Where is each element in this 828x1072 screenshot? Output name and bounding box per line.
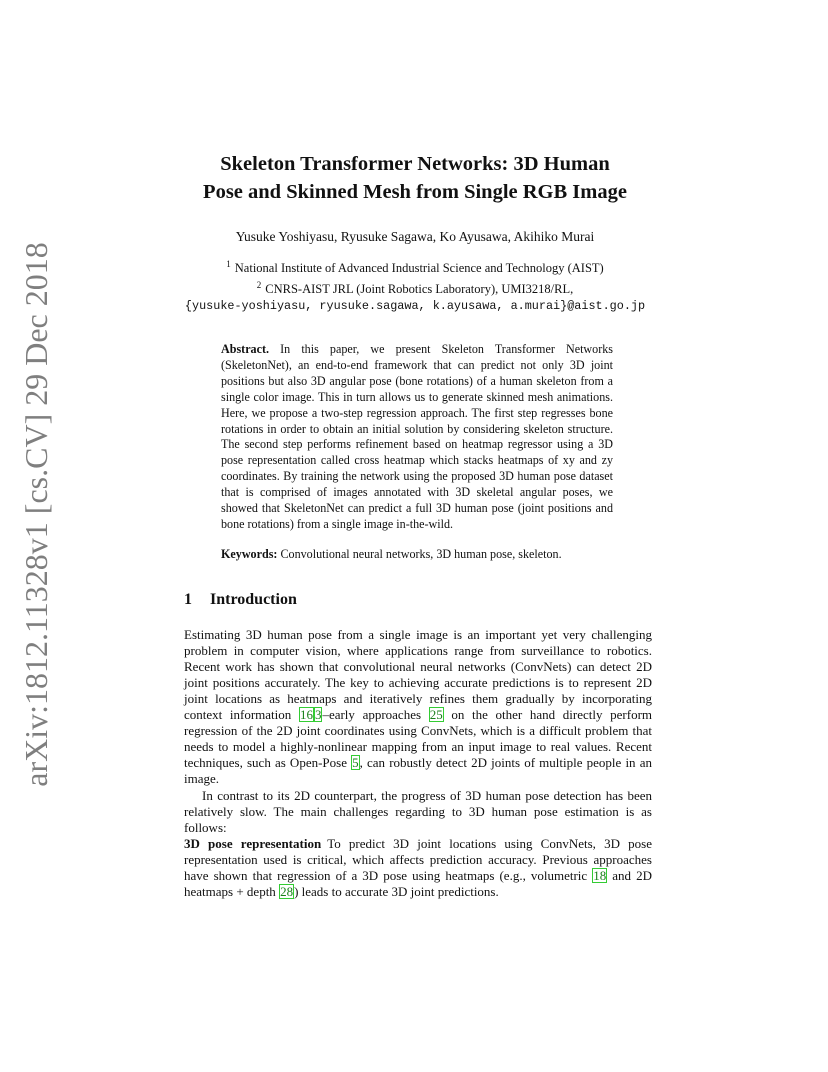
- run-in-heading: 3D pose representation: [184, 836, 322, 851]
- arxiv-identifier: [16, 241, 56, 787]
- keywords-text: Convolutional neural networks, 3D human pose, skeleton.: [280, 547, 562, 561]
- author-emails: {yusuke-yoshiyasu, ryusuke.sagawa, k.ayusawa, a.murai}@aist.go.jp: [184, 299, 646, 314]
- paper-title: [150, 150, 680, 206]
- citation-link[interactable]: 25: [429, 707, 443, 722]
- affiliation-2-text: CNRS-AIST JRL (Joint Robotics Laboratory), UMI3218/RL,: [265, 282, 574, 297]
- section-heading: [184, 591, 297, 609]
- intro-p3-text-c: ) leads to accurate 3D joint predictions.: [294, 884, 499, 899]
- keywords-label: Keywords:: [221, 547, 278, 561]
- section-number: 1: [184, 591, 192, 608]
- keywords: [221, 547, 613, 562]
- author-list: Yusuke Yoshiyasu, Ryusuke Sagawa, Ko Ayusawa, Akihiko Murai: [235, 229, 595, 244]
- affiliation-1: [150, 256, 680, 277]
- intro-p1-text-c: on the other hand directly perform regression of the 2D joint coordinates using ConvNets, which is a difficult problem that needs to model a highly-nonlinear mapping from an input image to real values. Recent techniques, such as Open-Pose: [184, 707, 653, 770]
- section-title: Introduction: [210, 591, 297, 608]
- citation-link[interactable]: 5: [352, 755, 359, 770]
- citation-link[interactable]: 3: [314, 707, 322, 722]
- abstract-label: Abstract.: [221, 342, 270, 356]
- affiliation-2-mark: 2: [256, 280, 262, 291]
- intro-paragraph-1: [184, 627, 652, 787]
- abstract: [221, 342, 613, 533]
- affiliations: [150, 256, 680, 315]
- intro-p1-text-b: –early approaches: [322, 707, 429, 722]
- citation-link[interactable]: 28: [280, 884, 294, 899]
- abstract-text: In this paper, we present Skeleton Transformer Networks (SkeletonNet), an end-to-end framework that can predict not only 3D joint positions but also 3D angular pose (bone rotations) of a human skeleton from a single color image. This in turn allows us to generate skinned mesh animations. Here, we propose a two-step regression approach. The first step regresses bone rotations in order to obtain an initial solution by considering skeleton structure. The second step performs refinement based on heatmap regressor using a 3D pose representation called cross heatmap which stacks heatmaps of xy and zy coordinates. By training the network using the proposed 3D human pose dataset that is comprised of images annotated with 3D skeletal angular poses, we showed that SkeletonNet can predict a full 3D human pose (joint positions and bone rotations) from a single image in-the-wild.: [221, 342, 613, 531]
- title-line-1: Skeleton Transformer Networks: 3D Human: [220, 153, 610, 175]
- affiliation-1-mark: 1: [226, 259, 231, 269]
- citation-link[interactable]: 18: [593, 868, 607, 883]
- intro-paragraph-2: In contrast to its 2D counterpart, the progress of 3D human pose detection has been relatively slow. The main challenges regarding to 3D human pose estimation is as follows:: [184, 788, 652, 835]
- affiliation-2: [150, 277, 680, 298]
- intro-p3-text-b: and 2D heatmaps + depth: [184, 868, 652, 899]
- intro-p3-text-a: To predict 3D joint locations using ConvNets, 3D pose representation used is critical, which affects prediction accuracy. Previous approaches have shown that regression of a 3D pose using heatmaps (e.g., volumetric: [184, 836, 652, 883]
- affiliation-1-text: National Institute of Advanced Industrial Science and Technology (AIST): [234, 261, 604, 276]
- intro-paragraph-3: [184, 836, 652, 900]
- intro-p1-text-d: , can robustly detect 2D joints of multiple people in an image.: [184, 755, 652, 786]
- arxiv-identifier-text: arXiv:1812.11328v1 [cs.CV] 29 Dec 2018: [17, 241, 54, 787]
- title-line-2: Pose and Skinned Mesh from Single RGB Image: [203, 181, 627, 203]
- intro-p1-text-a: Estimating 3D human pose from a single image is an important yet very challenging problem in computer vision, where applications range from surveillance to robotics. Recent work has shown that convolutional neural networks (ConvNets) can detect 2D joint positions accurately. The key to achieving accurate predictions is to represent 2D joint locations as heatmaps and iteratively refines them gradually by incorporating context information: [184, 627, 652, 722]
- citation-link[interactable]: 16: [299, 707, 313, 722]
